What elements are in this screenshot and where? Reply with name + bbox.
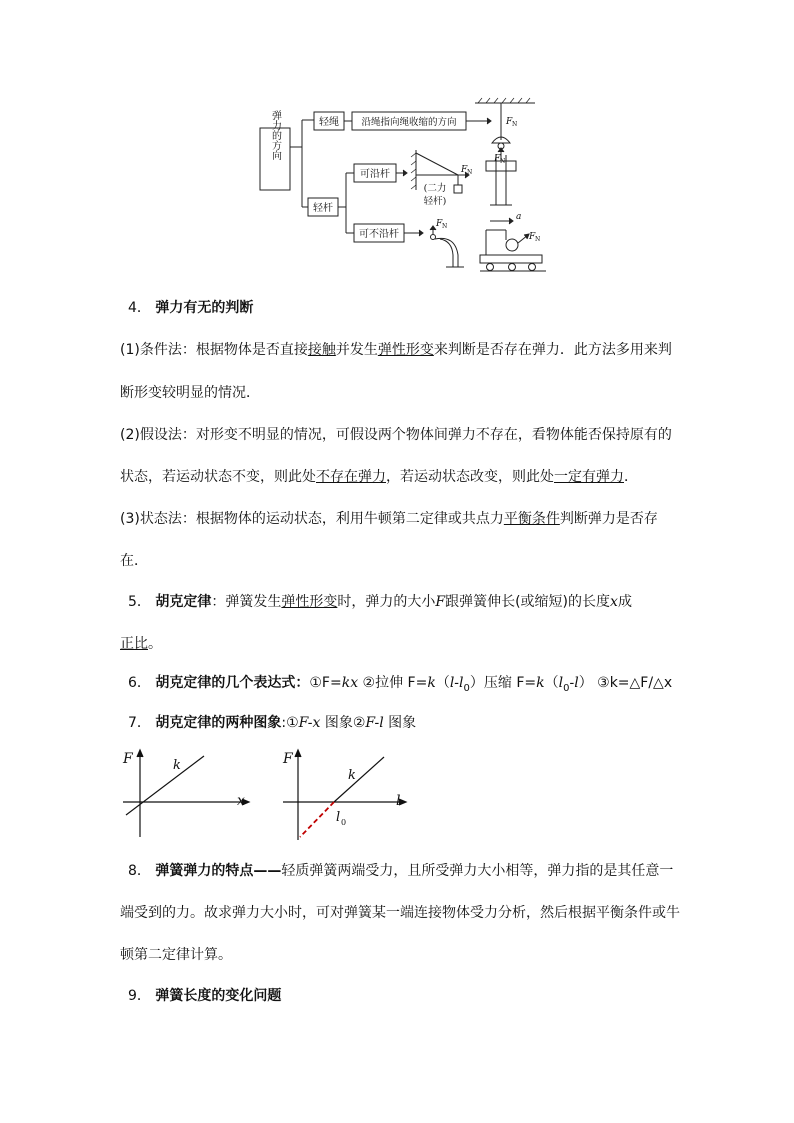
graph-f-l-x-label: l bbox=[396, 793, 401, 809]
diagram-root-label: 弹力的方向 bbox=[269, 110, 281, 160]
graph-f-l-intercept-label: l bbox=[336, 810, 341, 825]
section-8-title: 弹簧弹力的特点—— bbox=[155, 863, 282, 879]
para-3-line-2 bbox=[120, 551, 148, 571]
text-span: ） ③k=△F/△x bbox=[578, 675, 673, 691]
text-span: 时，弹力的大小 bbox=[337, 594, 436, 610]
section-6-number: 6． bbox=[128, 675, 151, 691]
elastic-direction-diagram bbox=[250, 95, 550, 280]
para-2-line-1 bbox=[120, 425, 672, 445]
force-sub-post: N bbox=[500, 158, 506, 165]
section-8-line-3 bbox=[120, 945, 232, 965]
graph-f-l-intercept-sub: 0 bbox=[341, 818, 347, 827]
diagram-rope-label: 轻绳 bbox=[319, 117, 339, 128]
section-6-line bbox=[128, 673, 672, 699]
symbol-x: x bbox=[610, 594, 618, 610]
subscript-0: 0 bbox=[463, 682, 470, 694]
text-span: 端受到的力。故求弹力大小时，可对弹簧某一端连接物体受力分析，然后根据平衡条件或牛 bbox=[120, 905, 680, 921]
text-span: 跟弹簧伸长(或缩短)的长度 bbox=[445, 594, 611, 610]
force-sub-lamp: N bbox=[512, 121, 518, 128]
section-9-heading bbox=[128, 986, 281, 1006]
underline-term: 接触 bbox=[307, 342, 336, 358]
section-8-number: 8． bbox=[128, 863, 151, 879]
section-4-heading bbox=[128, 298, 253, 318]
graph-f-l-dashed-extension bbox=[300, 802, 334, 837]
graph-f-l-slope-label: k bbox=[348, 768, 356, 783]
text-span: 顿第二定律计算。 bbox=[120, 947, 232, 963]
diagram-rod-cannot-label: 可不沿杆 bbox=[359, 229, 399, 240]
text-span: ：弹簧发生 bbox=[211, 594, 282, 610]
diagram-rope-desc: 沿绳指向绳收缩的方向 bbox=[361, 117, 457, 128]
text-span: 轻质弹簧两端受力，且所受弹力大小相等，弹力指的是其任意一 bbox=[281, 863, 674, 879]
subscript-0: 0 bbox=[563, 682, 570, 694]
symbol-kx: kx bbox=[341, 675, 359, 691]
section-6-title: 胡克定律的几个表达式： bbox=[155, 675, 310, 691]
section-5-number: 5． bbox=[128, 594, 151, 610]
diagram-rod-label: 轻杆 bbox=[313, 203, 333, 214]
underline-term: 正比 bbox=[120, 636, 148, 652]
section-7-number: 7． bbox=[128, 715, 151, 731]
text-span: 判断弹力是否存 bbox=[559, 511, 658, 527]
symbol-F-x: F-x bbox=[298, 715, 321, 731]
text-span: ． bbox=[624, 469, 638, 485]
section-5-title: 胡克定律 bbox=[155, 594, 212, 610]
force-label-lamp: F bbox=[506, 117, 513, 127]
para-1-line-1 bbox=[120, 340, 672, 360]
diagram-two-force-line2: 轻杆) bbox=[423, 196, 447, 207]
underline-term: 弹性形变 bbox=[377, 342, 434, 358]
para-1-line-2 bbox=[120, 383, 260, 403]
text-span: 在． bbox=[120, 553, 148, 569]
section-4-number: 4． bbox=[128, 300, 151, 316]
force-label-post: F bbox=[494, 154, 501, 164]
underline-term: 一定有弹力 bbox=[554, 469, 624, 485]
text-span: (2)假设法：对形变不明显的情况，可假设两个物体间弹力不存在，看物体能否保持原有的 bbox=[120, 427, 672, 443]
text-span: 断形变较明显的情况． bbox=[120, 385, 260, 401]
text-span: （ bbox=[544, 675, 559, 691]
text-span: （ bbox=[435, 675, 450, 691]
diagram-two-force-line1: (二力 bbox=[423, 183, 447, 194]
section-7-line bbox=[128, 713, 416, 733]
text-span: 来判断是否存在弹力．此方法多用来判 bbox=[433, 342, 672, 358]
section-5-line-1 bbox=[128, 592, 632, 612]
graph-f-l-line bbox=[334, 757, 384, 802]
force-label-cart: F bbox=[529, 232, 536, 242]
text-span: ②拉伸 F= bbox=[358, 675, 428, 691]
text-span: ①F= bbox=[309, 675, 342, 691]
symbol-k: k bbox=[427, 675, 436, 691]
symbol-F-l: F-l bbox=[365, 715, 384, 731]
force-sub-curved: N bbox=[442, 223, 448, 230]
text-span: 并发生 bbox=[335, 342, 378, 358]
underline-term: 不存在弹力 bbox=[316, 469, 386, 485]
section-8-line-1 bbox=[128, 861, 673, 881]
graph-f-x-slope-label: k bbox=[173, 758, 181, 773]
para-3-line-1 bbox=[120, 509, 658, 529]
underline-term: 弹性形变 bbox=[281, 594, 338, 610]
section-5-line-2 bbox=[120, 634, 162, 654]
accel-label-cart: a bbox=[516, 212, 522, 222]
text-span: ，若运动状态改变，则此处 bbox=[386, 469, 554, 485]
force-sub-triangle: N bbox=[467, 169, 473, 176]
text-span: (3)状态法：根据物体的运动状态，利用牛顿第二定律或共点力 bbox=[120, 511, 504, 527]
graph-f-x bbox=[118, 745, 258, 840]
graph-f-x-y-label: F bbox=[123, 751, 133, 767]
symbol-l: l-l bbox=[449, 675, 464, 691]
symbol-l: -l bbox=[569, 675, 579, 691]
force-label-curved: F bbox=[436, 219, 443, 229]
section-9-number: 9． bbox=[128, 988, 151, 1004]
text-span: (1)条件法：根据物体是否直接 bbox=[120, 342, 308, 358]
text-span: 图象 bbox=[383, 715, 417, 731]
graph-f-l-y-label: F bbox=[283, 751, 293, 767]
graph-f-x-x-label: x bbox=[237, 793, 245, 809]
force-label-triangle: F bbox=[461, 165, 468, 175]
text-span: 成 bbox=[617, 594, 632, 610]
text-span: :① bbox=[281, 715, 299, 731]
section-7-title: 胡克定律的两种图象 bbox=[155, 715, 282, 731]
para-2-line-2 bbox=[120, 467, 638, 487]
section-4-title: 弹力有无的判断 bbox=[155, 300, 254, 316]
symbol-F: F bbox=[435, 594, 446, 610]
text-span: ）压缩 F= bbox=[469, 675, 537, 691]
text-span: 图象② bbox=[320, 715, 366, 731]
symbol-l: l bbox=[558, 675, 564, 691]
text-span: 状态，若运动状态不变，则此处 bbox=[120, 469, 316, 485]
underline-term: 平衡条件 bbox=[503, 511, 560, 527]
symbol-k: k bbox=[536, 675, 545, 691]
graph-f-l bbox=[278, 745, 418, 845]
force-sub-cart: N bbox=[535, 236, 541, 243]
graph-f-x-line bbox=[126, 756, 204, 815]
section-8-line-2 bbox=[120, 903, 680, 923]
text-span: 。 bbox=[148, 636, 162, 652]
diagram-rod-can-label: 可沿杆 bbox=[360, 169, 390, 180]
section-9-title: 弹簧长度的变化问题 bbox=[155, 988, 282, 1004]
